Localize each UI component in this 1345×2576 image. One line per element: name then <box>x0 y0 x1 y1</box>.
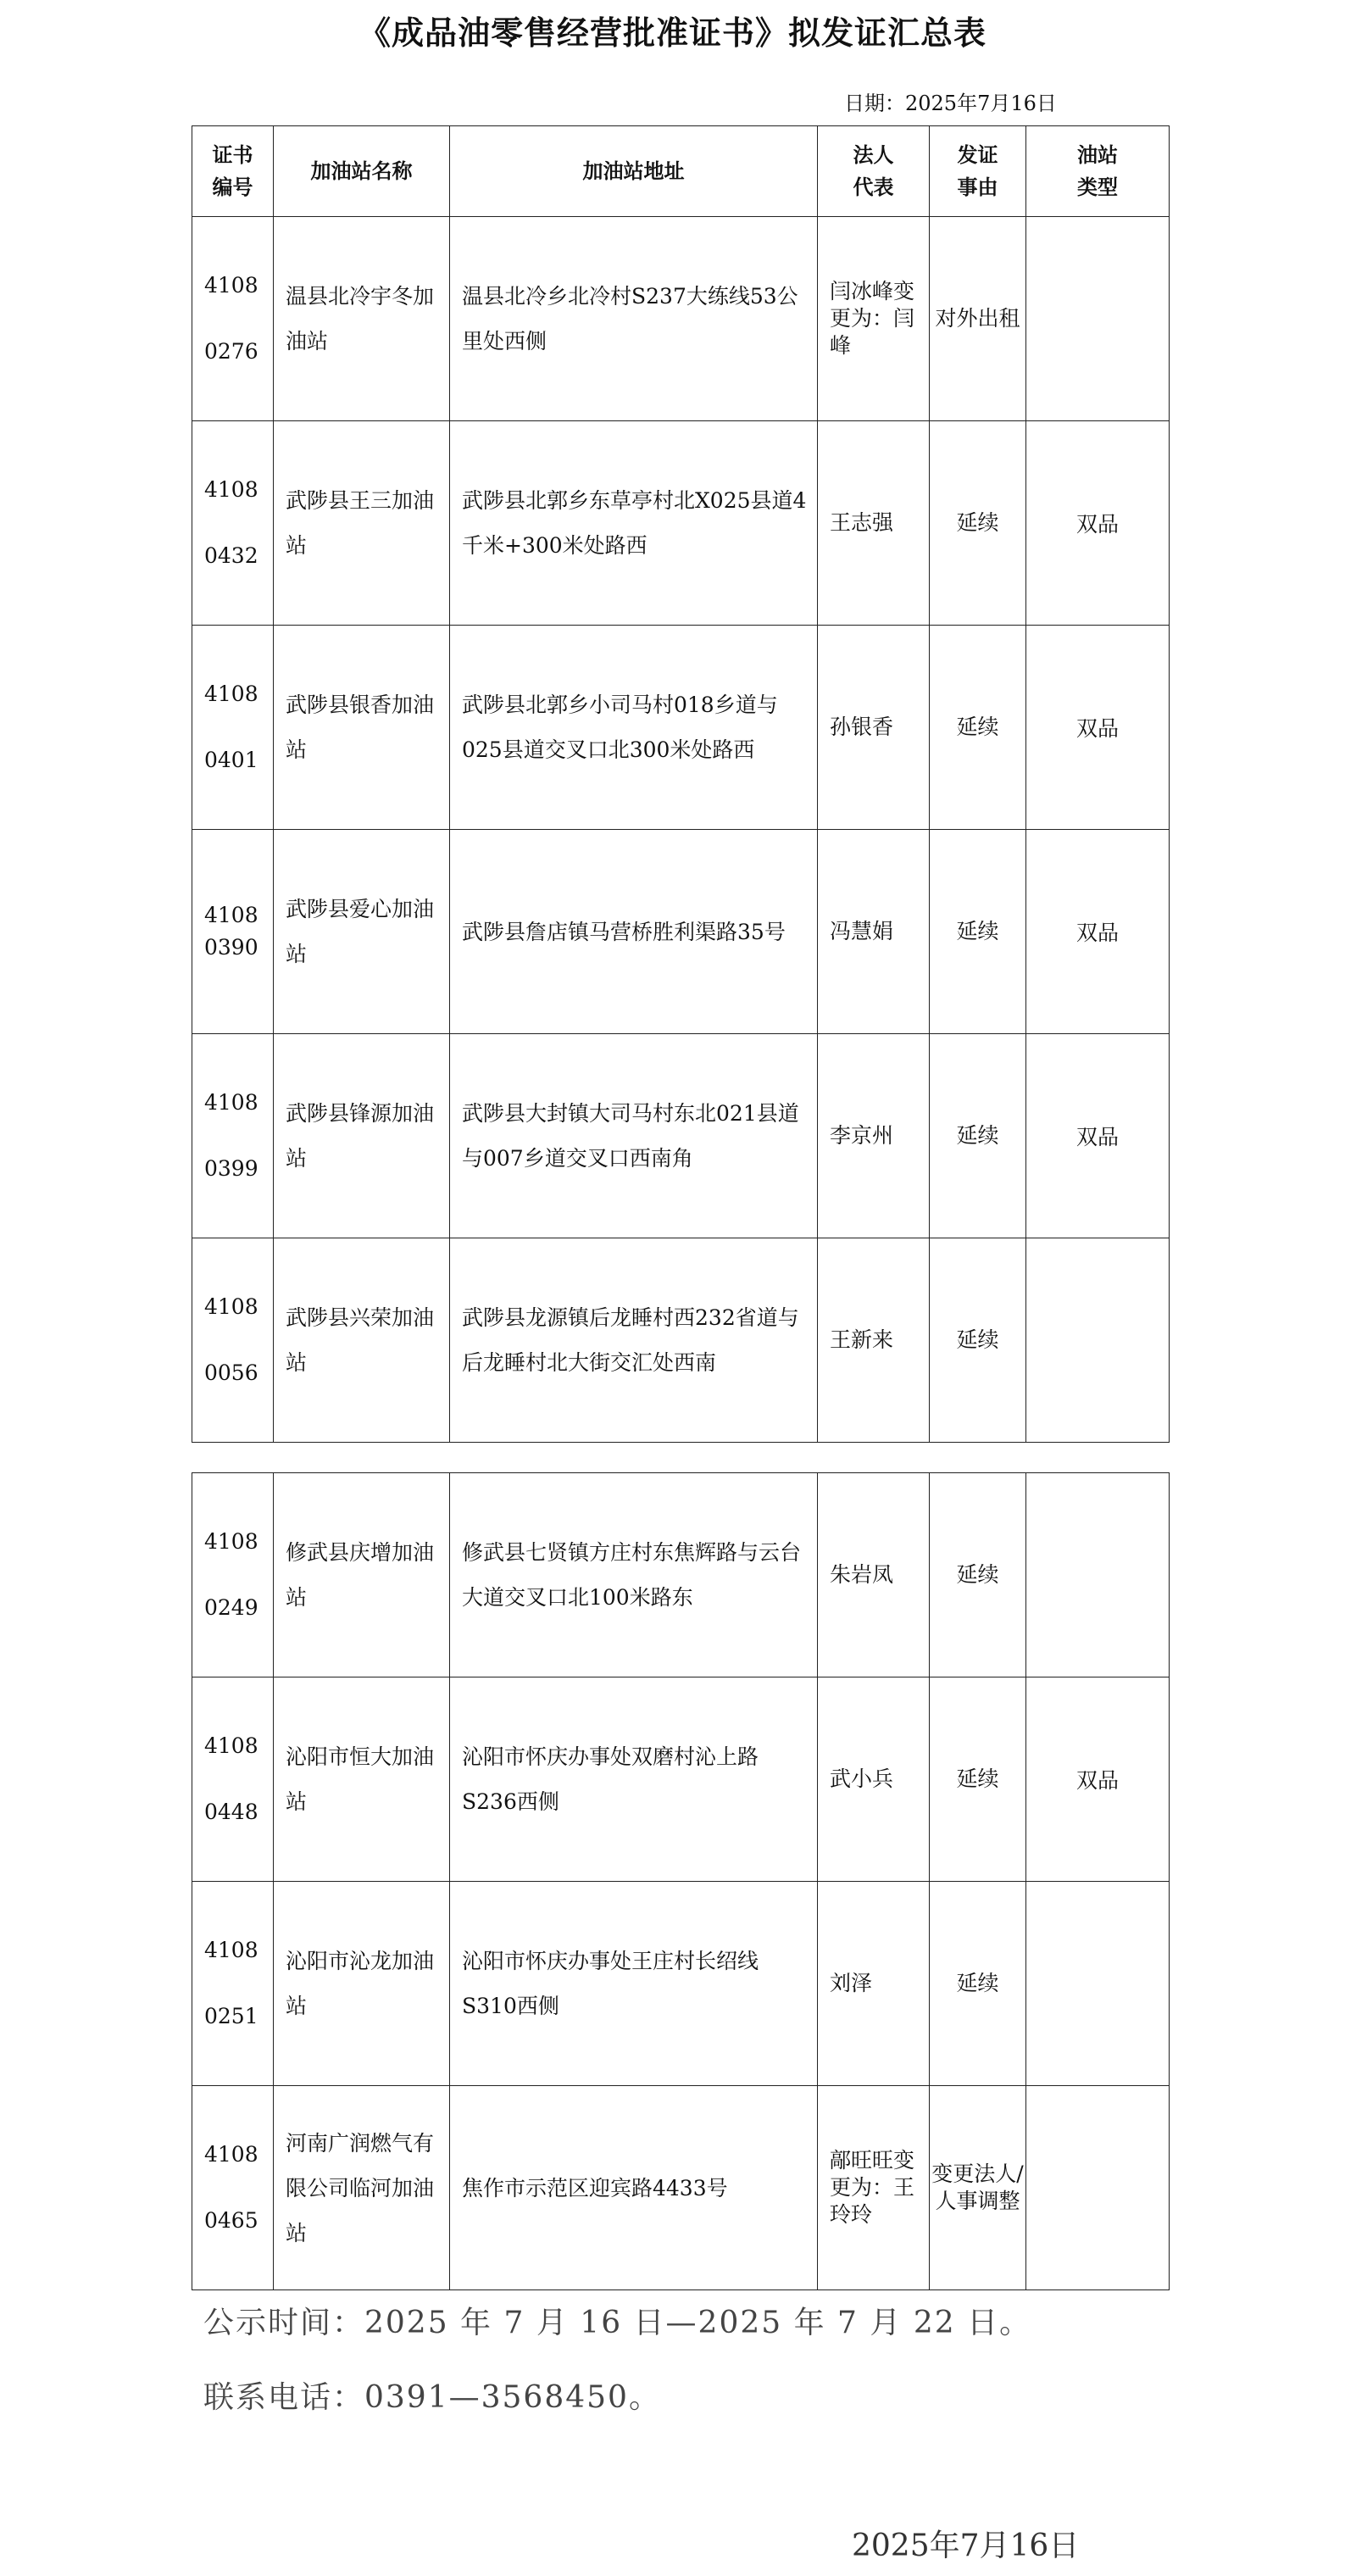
station-type-cell <box>1026 1882 1170 2086</box>
table-row <box>192 1238 1170 1443</box>
cert-code-cell: 4108 0399 <box>192 1034 274 1238</box>
header-address: 加油站地址 <box>450 126 818 217</box>
legal-rep-cell: 王志强 <box>818 421 930 626</box>
station-address-cell: 武陟县龙源镇后龙睡村西232省道与后龙睡村北大街交汇处西南 <box>450 1238 818 1443</box>
summary-table-part-2 <box>192 1472 1170 2290</box>
station-address-cell: 修武县七贤镇方庄村东焦辉路与云台大道交叉口北100米路东 <box>450 1473 818 1677</box>
station-name-cell: 沁阳市恒大加油站 <box>274 1677 450 1882</box>
cert-code-cell: 4108 0251 <box>192 1882 274 2086</box>
station-address-cell: 沁阳市怀庆办事处王庄村长绍线S310西侧 <box>450 1882 818 2086</box>
publicity-period: 公示时间：2025 年 7 月 16 日—2025 年 7 月 22 日。 <box>203 2306 1032 2340</box>
station-name-cell: 武陟县兴荣加油站 <box>274 1238 450 1443</box>
table-header-row <box>192 126 1170 217</box>
station-name-cell: 温县北冷宇冬加油站 <box>274 217 450 421</box>
date-line: 日期：2025年7月16日 <box>844 92 1057 115</box>
legal-rep-cell: 闫冰峰变更为：闫峰 <box>818 217 930 421</box>
station-address-cell: 武陟县詹店镇马营桥胜利渠路35号 <box>450 830 818 1034</box>
table-row <box>192 830 1170 1034</box>
issue-reason-cell: 延续 <box>930 626 1026 830</box>
header-code: 证书 编号 <box>192 126 274 217</box>
station-type-cell <box>1026 1238 1170 1443</box>
table-row <box>192 626 1170 830</box>
issue-reason-cell: 对外出租 <box>930 217 1026 421</box>
legal-rep-cell: 刘泽 <box>818 1882 930 2086</box>
station-type-cell: 双品 <box>1026 1034 1170 1238</box>
header-legal: 法人 代表 <box>818 126 930 217</box>
issue-reason-cell: 延续 <box>930 830 1026 1034</box>
cert-code-cell: 4108 0448 <box>192 1677 274 1882</box>
station-type-cell <box>1026 217 1170 421</box>
station-name-cell: 武陟县银香加油站 <box>274 626 450 830</box>
station-address-cell: 焦作市示范区迎宾路4433号 <box>450 2086 818 2290</box>
legal-rep-cell: 李京州 <box>818 1034 930 1238</box>
legal-rep-cell: 朱岩凤 <box>818 1473 930 1677</box>
issue-reason-cell: 延续 <box>930 1677 1026 1882</box>
station-name-cell: 武陟县锋源加油站 <box>274 1034 450 1238</box>
signature-date: 2025年7月16日 <box>852 2529 1080 2563</box>
cert-code-cell: 4108 0465 <box>192 2086 274 2290</box>
cert-code-cell: 4108 0390 <box>192 830 274 1034</box>
legal-rep-cell: 孙银香 <box>818 626 930 830</box>
issue-reason-cell: 延续 <box>930 421 1026 626</box>
issue-reason-cell: 变更法人/人事调整 <box>930 2086 1026 2290</box>
station-type-cell <box>1026 1473 1170 1677</box>
table-row <box>192 1034 1170 1238</box>
station-name-cell: 武陟县王三加油站 <box>274 421 450 626</box>
station-type-cell: 双品 <box>1026 1677 1170 1882</box>
station-address-cell: 武陟县北郭乡东草亭村北X025县道4千米+300米处路西 <box>450 421 818 626</box>
cert-code-cell: 4108 0249 <box>192 1473 274 1677</box>
station-type-cell <box>1026 2086 1170 2290</box>
contact-phone: 联系电话：0391—3568450。 <box>203 2380 661 2415</box>
header-name: 加油站名称 <box>274 126 450 217</box>
station-address-cell: 武陟县大封镇大司马村东北021县道与007乡道交叉口西南角 <box>450 1034 818 1238</box>
station-address-cell: 沁阳市怀庆办事处双磨村沁上路S236西侧 <box>450 1677 818 1882</box>
table-row <box>192 1882 1170 2086</box>
page-title: 《成品油零售经营批准证书》拟发证汇总表 <box>358 14 987 52</box>
station-name-cell: 河南广润燃气有限公司临河加油站 <box>274 2086 450 2290</box>
station-name-cell: 武陟县爱心加油站 <box>274 830 450 1034</box>
legal-rep-cell: 王新来 <box>818 1238 930 1443</box>
station-type-cell: 双品 <box>1026 421 1170 626</box>
header-reason: 发证 事由 <box>930 126 1026 217</box>
table-row <box>192 421 1170 626</box>
cert-code-cell: 4108 0056 <box>192 1238 274 1443</box>
issue-reason-cell: 延续 <box>930 1473 1026 1677</box>
station-name-cell: 修武县庆增加油站 <box>274 1473 450 1677</box>
table-row <box>192 2086 1170 2290</box>
cert-code-cell: 4108 0401 <box>192 626 274 830</box>
legal-rep-cell: 鄗旺旺变更为：王玲玲 <box>818 2086 930 2290</box>
legal-rep-cell: 冯慧娟 <box>818 830 930 1034</box>
issue-reason-cell: 延续 <box>930 1882 1026 2086</box>
summary-table-part-1 <box>192 125 1170 1443</box>
header-type: 油站 类型 <box>1026 126 1170 217</box>
table-row <box>192 1677 1170 1882</box>
legal-rep-cell: 武小兵 <box>818 1677 930 1882</box>
issue-reason-cell: 延续 <box>930 1238 1026 1443</box>
station-address-cell: 温县北冷乡北冷村S237大练线53公里处西侧 <box>450 217 818 421</box>
issue-reason-cell: 延续 <box>930 1034 1026 1238</box>
station-type-cell: 双品 <box>1026 830 1170 1034</box>
station-type-cell: 双品 <box>1026 626 1170 830</box>
cert-code-cell: 4108 0432 <box>192 421 274 626</box>
table-row <box>192 1473 1170 1677</box>
cert-code-cell: 4108 0276 <box>192 217 274 421</box>
table-row <box>192 217 1170 421</box>
station-address-cell: 武陟县北郭乡小司马村018乡道与025县道交叉口北300米处路西 <box>450 626 818 830</box>
station-name-cell: 沁阳市沁龙加油站 <box>274 1882 450 2086</box>
